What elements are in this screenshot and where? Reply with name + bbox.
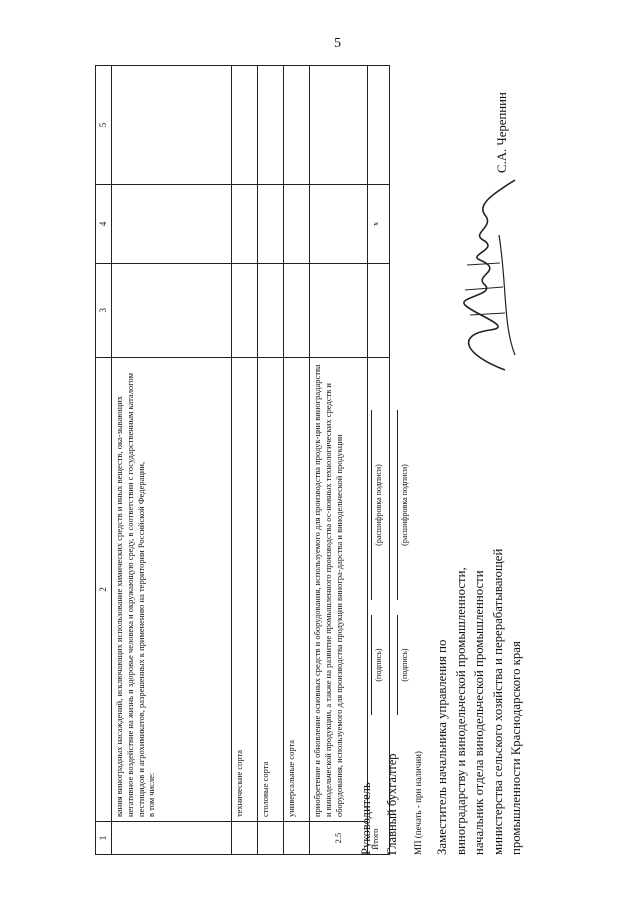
row-col-4 [232,184,258,263]
total-col-4: x [368,184,390,263]
row-col-3 [112,263,232,357]
header-col-4: 4 [96,184,112,263]
head-label: Руководитель [359,782,373,855]
table-header-row [96,66,112,855]
table-row [232,66,258,855]
row-col-5 [112,66,232,185]
head-signature-caption: (подпись) [374,648,383,682]
head-decode-line [371,410,372,600]
row-col-3 [310,263,368,357]
head-signature-line [371,615,372,715]
footer-line: промышленности Краснодарского края [509,641,523,855]
row-col-5 [284,66,310,185]
handwritten-signature [445,175,535,375]
row-number [112,822,232,855]
total-label: Итого [368,357,390,854]
row-text: вания виноградных насаждений, исключающих использование химических средств и иных веществ, ока-зывающих негативное воздействие на жизнь и здоровье человека и окружающую среду, в соответствии с государственным каталогом пестицидов и агрохимикатов, разрешенных к применению на территории Российской Федерации, [114,373,146,818]
row-description [112,357,232,821]
row-col-3 [232,263,258,357]
accountant-signature-line [397,615,398,715]
table-row [284,66,310,855]
row-col-4 [284,184,310,263]
footer-line: министерства сельского хозяйства и перерабатывающей [490,548,505,855]
accountant-decode-caption: (расшифровка подписи) [400,464,409,546]
head-decode-caption: (расшифровка подписи) [374,464,383,546]
row-col-4 [310,184,368,263]
author-name: С.А. Черепнин [495,92,509,173]
row-col-5 [258,66,284,185]
data-table [95,65,390,855]
accountant-decode-line [397,410,398,600]
accountant-signature-caption: (подпись) [400,648,409,682]
row-description: столовые сорта [258,357,284,821]
row-col-3 [258,263,284,357]
row-description: универсальные сорта [284,357,310,821]
footer-position [433,549,526,855]
row-number [232,822,258,855]
header-col-2: 2 [96,357,112,821]
total-col-3 [368,263,390,357]
page-number: 5 [334,36,341,51]
table-row [258,66,284,855]
header-col-3: 3 [96,263,112,357]
row-extra: в том числе: [146,772,157,818]
row-col-4 [112,184,232,263]
row-description: технические сорта [232,357,258,821]
row-number [258,822,284,855]
footer-line: Заместитель начальника управления по [435,639,449,855]
total-col-5 [368,66,390,185]
header-col-5: 5 [96,66,112,185]
rotated-document-body [95,55,535,855]
row-col-3 [284,263,310,357]
row-number: 2.5 [310,822,368,855]
row-col-5 [232,66,258,185]
footer-line: начальник отдела винодельческой промышленности [472,570,486,855]
row-number [284,822,310,855]
stamp-note: МП (печать - при наличии) [413,751,423,855]
header-col-1: 1 [96,822,112,855]
table-row [112,66,232,855]
table-row [310,66,368,855]
footer-line: виноградарству и винодельческой промышленности, [453,567,468,855]
row-description: приобретение и обновление основных средств и оборудования, используемого для производства продук-ции виноградарства и винодельческой продукции, а также на развитие промышленного производства ос-новных технологических средств и оборудования, используемого для производства продукции виногра-дарства и винодельческой продукции [310,357,368,821]
row-col-4 [258,184,284,263]
row-col-5 [310,66,368,185]
accountant-label: Главный бухгалтер [385,753,399,855]
